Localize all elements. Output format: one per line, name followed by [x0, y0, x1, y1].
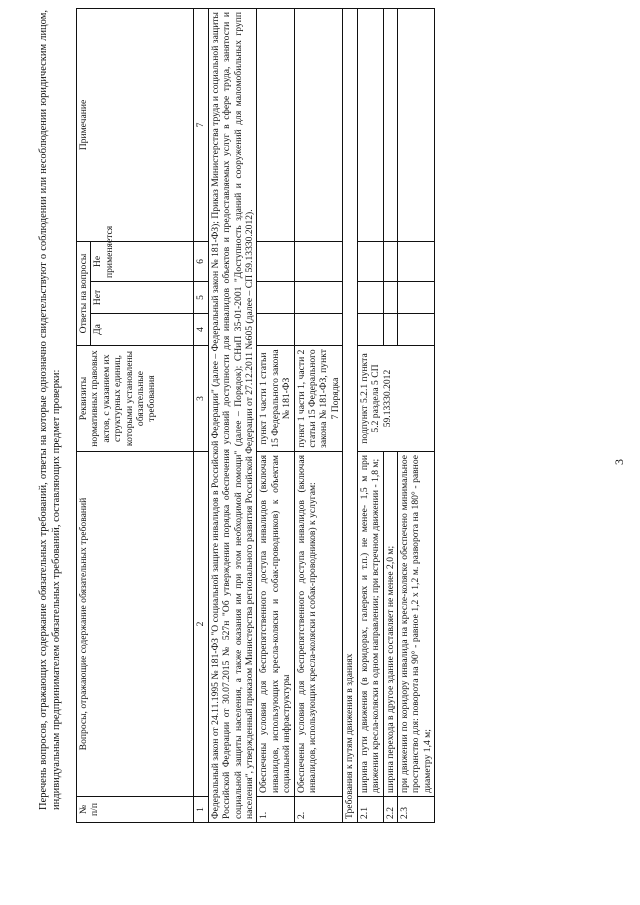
answer-yes-cell[interactable] — [357, 314, 383, 346]
header-answers: Ответы на вопросы — [77, 242, 91, 346]
answer-na-cell[interactable] — [397, 242, 434, 282]
row-question: Обеспечены условия для беспрепятственного доступа инвалидов (включая инвалидов, использующих кресла-коляски и собак-проводников) к объектам социальной инфраструктуры — [257, 452, 294, 797]
answer-yes-cell[interactable] — [383, 314, 397, 346]
column-numbers-row — [194, 9, 208, 823]
checklist-table — [76, 8, 435, 823]
table-row — [257, 9, 294, 823]
answer-na-cell[interactable] — [294, 242, 343, 282]
answer-no-cell[interactable] — [257, 282, 294, 314]
col-number: 6 — [194, 242, 208, 282]
answer-na-cell[interactable] — [383, 242, 397, 282]
header-yes: Да — [91, 314, 194, 346]
note-cell[interactable] — [294, 9, 343, 242]
note-cell[interactable] — [383, 9, 397, 242]
row-question: Обеспечены условия для беспрепятственного доступа инвалидов (включая инвалидов, использующих кресла-коляски и собак-проводников) к услугам: — [294, 452, 343, 797]
row-num: 2. — [294, 797, 343, 823]
note-cell[interactable] — [257, 9, 294, 242]
row-num: 2.1 — [357, 797, 383, 823]
col-number: 7 — [194, 9, 208, 242]
header-num: № п/п — [77, 797, 194, 823]
col-number: 1 — [194, 797, 208, 823]
page-number: 3 — [612, 459, 626, 465]
answer-no-cell[interactable] — [397, 282, 434, 314]
answer-no-cell[interactable] — [357, 282, 383, 314]
row-num: 1. — [257, 797, 294, 823]
col-number: 5 — [194, 282, 208, 314]
note-cell[interactable] — [357, 9, 383, 242]
answer-no-cell[interactable] — [383, 282, 397, 314]
legal-basis-row — [208, 9, 257, 823]
answer-na-cell[interactable] — [357, 242, 383, 282]
section-title-row — [343, 9, 357, 823]
row-requisites: пункт 1 части 1 статьи 15 Федерального закона № 181-ФЗ — [257, 346, 294, 452]
row-question: ширина пути движения (в коридорах, галереях и т.п.) не менее- 1,5 м при движении кресла-коляски в одном направлении; при встречном движении - 1,8 м; — [357, 452, 383, 797]
row-question: при движении по коридору инвалида на кресле-коляске обеспечено минимальное пространство для: поворота на 90° - равное 1,2 х 1,2 м. разворота на 180° - равное диаметру 1,4 м; — [397, 452, 434, 797]
header-requisites: Реквизиты нормативных правовых актов, с указанием их структурных единиц, которыми установлены обязательные требования — [77, 346, 194, 452]
answer-yes-cell[interactable] — [257, 314, 294, 346]
answer-yes-cell[interactable] — [294, 314, 343, 346]
header-question: Вопросы, отражающие содержание обязательных требований — [77, 452, 194, 797]
header-no: Нет — [91, 282, 194, 314]
note-cell[interactable] — [397, 9, 434, 242]
col-number: 2 — [194, 452, 208, 797]
row-num: 2.3 — [397, 797, 434, 823]
answer-na-cell[interactable] — [257, 242, 294, 282]
row-requisites: подпункт 5.2.1 пункта 5.2 раздела 5 СП 59.13330.2012 — [357, 346, 434, 452]
row-question: ширина перехода в другое здание составляет не менее 2,0 м; — [383, 452, 397, 797]
intro-paragraph: Перечень вопросов, отражающих содержание обязательных требований, ответы на которые однозначно свидетельствуют о соблюдении или несоблюдении юридическим лицом, индивидуальным предпринимателем обязательных требований, составляющих предмет проверки: — [38, 10, 62, 810]
row-requisites: пункт 1 части 1, части 2 статьи 15 Федерального закона № 181-ФЗ, пункт 7 Порядка — [294, 346, 343, 452]
table-row — [357, 9, 383, 823]
answer-no-cell[interactable] — [294, 282, 343, 314]
table-row — [294, 9, 343, 823]
answer-yes-cell[interactable] — [397, 314, 434, 346]
row-num: 2.2 — [383, 797, 397, 823]
header-row — [77, 9, 91, 823]
col-number: 3 — [194, 346, 208, 452]
header-note: Примечание — [77, 9, 194, 242]
header-na: Не применяется — [91, 242, 194, 282]
col-number: 4 — [194, 314, 208, 346]
section-title: Требования к путям движения в зданиях — [343, 9, 357, 823]
legal-basis-text: Федеральный закон от 24.11.1995 № 181-ФЗ "О социальной защите инвалидов в Российской Федерации" (далее – Федеральный закон № 181-ФЗ); Приказ Министерства труда и социальной защиты Российской Федерации от 30.07.2015 № 527н "Об утверждении порядка обеспечения условий доступности для инвалидов объектов и предоставляемых услуг в сфере труда, занятости и социальной защиты населения, а также оказания им при этом необходимой помощи" (далее – Порядок); СНиП 35-01-2001 "Доступность зданий и сооружений для маломобильных групп населения", утвержденный приказом Министерства регионального развития Российской Федерации от 27.12.2011 №605 (далее – СП 59.13330.2012). — [208, 9, 257, 823]
